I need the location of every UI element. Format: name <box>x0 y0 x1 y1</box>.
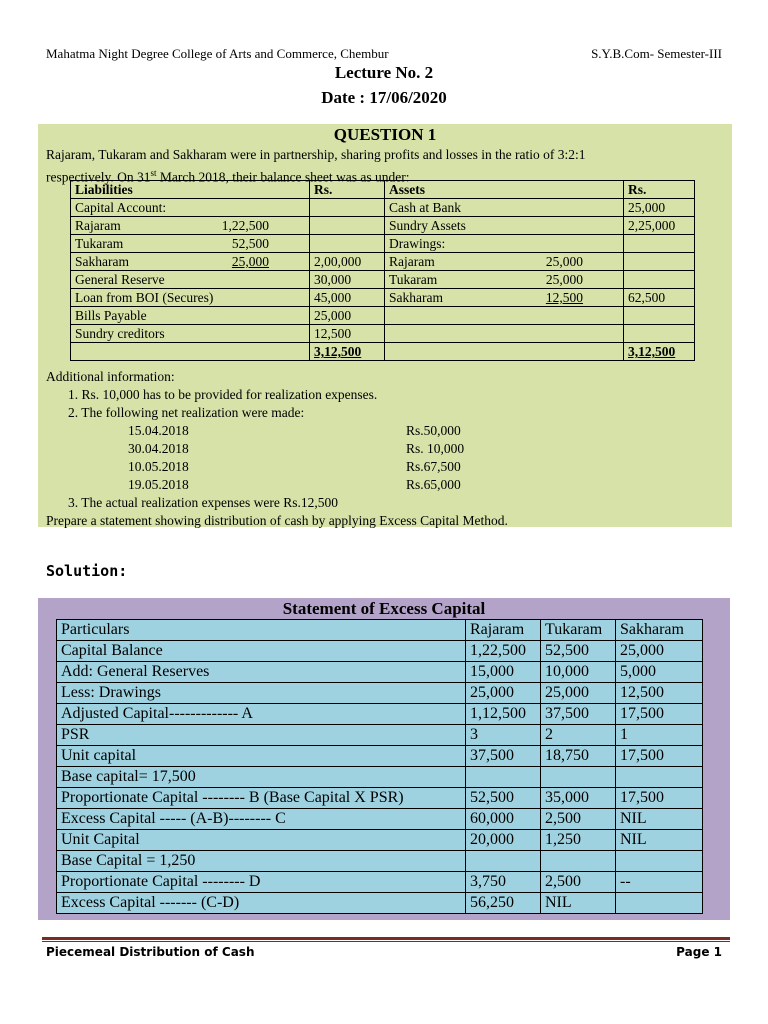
rajaram-value: 1,22,500 <box>466 641 541 662</box>
rajaram-value: 3,750 <box>466 872 541 893</box>
additional-info <box>46 368 726 422</box>
question-line-2-post: March 2018, their balance sheet was as under: <box>156 169 410 185</box>
liability-cell <box>71 253 310 271</box>
question-title: QUESTION 1 <box>333 125 437 144</box>
excess-capital-row <box>57 662 703 683</box>
asset-name: Drawings: <box>389 236 446 251</box>
total-blank-left <box>71 343 310 361</box>
sakharam-value <box>616 851 703 872</box>
realization-amount: Rs.50,000 <box>406 423 461 438</box>
rajaram-value: 15,000 <box>466 662 541 683</box>
page-number: Page 1 <box>676 945 722 959</box>
total-assets: 3,12,500 <box>624 343 695 361</box>
excess-capital-row <box>57 704 703 725</box>
tukaram-value: 1,250 <box>541 830 616 851</box>
rs-header-left: Rs. <box>310 181 385 199</box>
asset-cell <box>385 217 624 235</box>
realization-dates <box>128 422 189 494</box>
col-particulars: Particulars <box>57 620 466 641</box>
liability-total <box>310 199 385 217</box>
realization-amount: Rs.65,000 <box>406 477 461 492</box>
tukaram-value <box>541 767 616 788</box>
tukaram-value: 18,750 <box>541 746 616 767</box>
balance-sheet-row <box>71 253 695 271</box>
rajaram-value: 3 <box>466 725 541 746</box>
sakharam-value: NIL <box>616 809 703 830</box>
liability-name: Bills Payable <box>75 308 147 323</box>
class-name: S.Y.B.Com- Semester-III <box>591 46 722 61</box>
rajaram-value <box>466 767 541 788</box>
balance-sheet-total-row <box>71 343 695 361</box>
rajaram-value: 1,12,500 <box>466 704 541 725</box>
excess-capital-row <box>57 641 703 662</box>
asset-name: Cash at Bank <box>389 200 461 215</box>
footer-rule-thick <box>42 937 730 940</box>
liability-total: 30,000 <box>310 271 385 289</box>
sakharam-value: 1 <box>616 725 703 746</box>
rajaram-value: 25,000 <box>466 683 541 704</box>
tukaram-value: 2,500 <box>541 872 616 893</box>
liability-total <box>310 235 385 253</box>
liability-name: Tukaram <box>75 236 124 251</box>
excess-capital-row <box>57 830 703 851</box>
instruction: Prepare a statement showing distribution of cash by applying Excess Capital Method. <box>46 513 508 528</box>
asset-cell <box>385 253 624 271</box>
info-item-1: 1. Rs. 10,000 has to be provided for realization expenses. <box>68 387 378 402</box>
sakharam-value <box>616 767 703 788</box>
tukaram-value: 2,500 <box>541 809 616 830</box>
liability-cell <box>71 325 310 343</box>
realization-date: 30.04.2018 <box>128 441 189 456</box>
asset-cell <box>385 271 624 289</box>
liability-total <box>310 217 385 235</box>
liability-name: Sakharam <box>75 254 129 269</box>
excess-capital-table <box>56 619 703 914</box>
liability-cell <box>71 289 310 307</box>
asset-cell <box>385 199 624 217</box>
asset-total <box>624 325 695 343</box>
liability-name: Sundry creditors <box>75 326 165 341</box>
additional-info-2 <box>46 494 726 530</box>
balance-sheet-header-row <box>71 181 695 199</box>
liability-name: General Reserve <box>75 272 165 287</box>
excess-capital-row <box>57 683 703 704</box>
rajaram-value: 60,000 <box>466 809 541 830</box>
asset-name: Sundry Assets <box>389 218 466 233</box>
particular: Proportionate Capital -------- D <box>57 872 466 893</box>
liability-sub-amount: 52,500 <box>231 236 269 251</box>
particular: PSR <box>57 725 466 746</box>
col-tukaram: Tukaram <box>541 620 616 641</box>
balance-sheet-row <box>71 235 695 253</box>
lecture-date: Date : 17/06/2020 <box>321 88 447 107</box>
footer-rule-thin <box>42 941 730 942</box>
asset-cell <box>385 307 624 325</box>
realization-amount: Rs.67,500 <box>406 459 461 474</box>
asset-total <box>624 271 695 289</box>
asset-cell <box>385 235 624 253</box>
liability-total: 12,500 <box>310 325 385 343</box>
sakharam-value: 25,000 <box>616 641 703 662</box>
realization-amounts <box>406 422 464 494</box>
asset-total <box>624 235 695 253</box>
asset-cell <box>385 289 624 307</box>
tukaram-value: 37,500 <box>541 704 616 725</box>
asset-cell <box>385 325 624 343</box>
tukaram-value: 2 <box>541 725 616 746</box>
question-box <box>38 124 732 527</box>
info-item-2: 2. The following net realization were made: <box>68 405 305 420</box>
sakharam-value: 12,500 <box>616 683 703 704</box>
lecture-number: Lecture No. 2 <box>334 63 434 82</box>
info-item-3: 3. The actual realization expenses were Rs.12,500 <box>68 495 339 510</box>
sakharam-value: 17,500 <box>616 788 703 809</box>
particular: Adjusted Capital------------- A <box>57 704 466 725</box>
sakharam-value: 17,500 <box>616 704 703 725</box>
tukaram-value: 10,000 <box>541 662 616 683</box>
particular: Excess Capital ------- (C-D) <box>57 893 466 914</box>
liability-cell <box>71 307 310 325</box>
asset-name: Sakharam <box>389 290 443 305</box>
statement-title: Statement of Excess Capital <box>282 599 486 618</box>
tukaram-value: 25,000 <box>541 683 616 704</box>
asset-total: 2,25,000 <box>624 217 695 235</box>
asset-total <box>624 253 695 271</box>
excess-capital-row <box>57 809 703 830</box>
particular: Base Capital = 1,250 <box>57 851 466 872</box>
particular: Capital Balance <box>57 641 466 662</box>
sakharam-value <box>616 893 703 914</box>
question-line-1: Rajaram, Tukaram and Sakharam were in partnership, sharing profits and losses in the ratio of 3:2:1 <box>46 147 586 162</box>
additional-heading: Additional information: <box>46 369 175 384</box>
particular: Unit capital <box>57 746 466 767</box>
particular: Add: General Reserves <box>57 662 466 683</box>
balance-sheet-row <box>71 307 695 325</box>
total-liabilities: 3,12,500 <box>310 343 385 361</box>
col-rajaram: Rajaram <box>466 620 541 641</box>
realization-date: 19.05.2018 <box>128 477 189 492</box>
sakharam-value: NIL <box>616 830 703 851</box>
excess-capital-row <box>57 893 703 914</box>
rajaram-value: 37,500 <box>466 746 541 767</box>
rajaram-value <box>466 851 541 872</box>
excess-capital-row <box>57 788 703 809</box>
asset-name: Rajaram <box>389 254 435 269</box>
particular: Base capital= 17,500 <box>57 767 466 788</box>
asset-total: 62,500 <box>624 289 695 307</box>
assets-header: Assets <box>385 181 624 199</box>
tukaram-value: NIL <box>541 893 616 914</box>
rajaram-value: 56,250 <box>466 893 541 914</box>
excess-capital-row <box>57 725 703 746</box>
asset-sub-amount: 12,500 <box>545 290 583 305</box>
realization-date: 10.05.2018 <box>128 459 189 474</box>
balance-sheet-row <box>71 217 695 235</box>
asset-total <box>624 307 695 325</box>
excess-capital-row <box>57 851 703 872</box>
asset-total: 25,000 <box>624 199 695 217</box>
solution-label: Solution: <box>46 562 128 580</box>
liability-cell <box>71 235 310 253</box>
liability-cell <box>71 199 310 217</box>
liability-cell <box>71 271 310 289</box>
liabilities-header: Liabilities <box>71 181 310 199</box>
rajaram-value: 52,500 <box>466 788 541 809</box>
realization-date: 15.04.2018 <box>128 423 189 438</box>
sakharam-value: 17,500 <box>616 746 703 767</box>
realization-amount: Rs. 10,000 <box>406 441 465 456</box>
sakharam-value: -- <box>616 872 703 893</box>
rajaram-value: 20,000 <box>466 830 541 851</box>
particular: Proportionate Capital -------- B (Base Capital X PSR) <box>57 788 466 809</box>
asset-name: Tukaram <box>389 272 438 287</box>
sakharam-value: 5,000 <box>616 662 703 683</box>
footer-topic: Piecemeal Distribution of Cash <box>46 945 255 959</box>
excess-capital-row <box>57 746 703 767</box>
particular: Excess Capital ----- (A-B)-------- C <box>57 809 466 830</box>
balance-sheet-row <box>71 271 695 289</box>
tukaram-value <box>541 851 616 872</box>
excess-capital-row <box>57 767 703 788</box>
liability-total: 2,00,000 <box>310 253 385 271</box>
col-sakharam: Sakharam <box>616 620 703 641</box>
liability-name: Rajaram <box>75 218 121 233</box>
asset-sub-amount: 25,000 <box>545 254 583 269</box>
liability-name: Capital Account: <box>75 200 167 215</box>
rs-header-right: Rs. <box>624 181 695 199</box>
excess-capital-row <box>57 872 703 893</box>
balance-sheet-row <box>71 199 695 217</box>
question-line-2-pre: respectively. On 31 <box>46 169 151 185</box>
liability-sub-amount: 25,000 <box>231 254 269 269</box>
liability-total: 45,000 <box>310 289 385 307</box>
excess-capital-header-row <box>57 620 703 641</box>
balance-sheet-row <box>71 325 695 343</box>
tukaram-value: 52,500 <box>541 641 616 662</box>
particular: Unit Capital <box>57 830 466 851</box>
solution-box <box>38 598 730 920</box>
liability-sub-amount: 1,22,500 <box>221 218 269 233</box>
question-line-2-sup: st <box>150 168 157 178</box>
asset-sub-amount: 25,000 <box>545 272 583 287</box>
balance-sheet-row <box>71 289 695 307</box>
particular: Less: Drawings <box>57 683 466 704</box>
total-blank-right <box>385 343 624 361</box>
balance-sheet-table <box>70 180 695 361</box>
college-name: Mahatma Night Degree College of Arts and Commerce, Chembur <box>46 46 389 61</box>
liability-name: Loan from BOI (Secures) <box>75 290 214 305</box>
liability-cell <box>71 217 310 235</box>
tukaram-value: 35,000 <box>541 788 616 809</box>
liability-total: 25,000 <box>310 307 385 325</box>
